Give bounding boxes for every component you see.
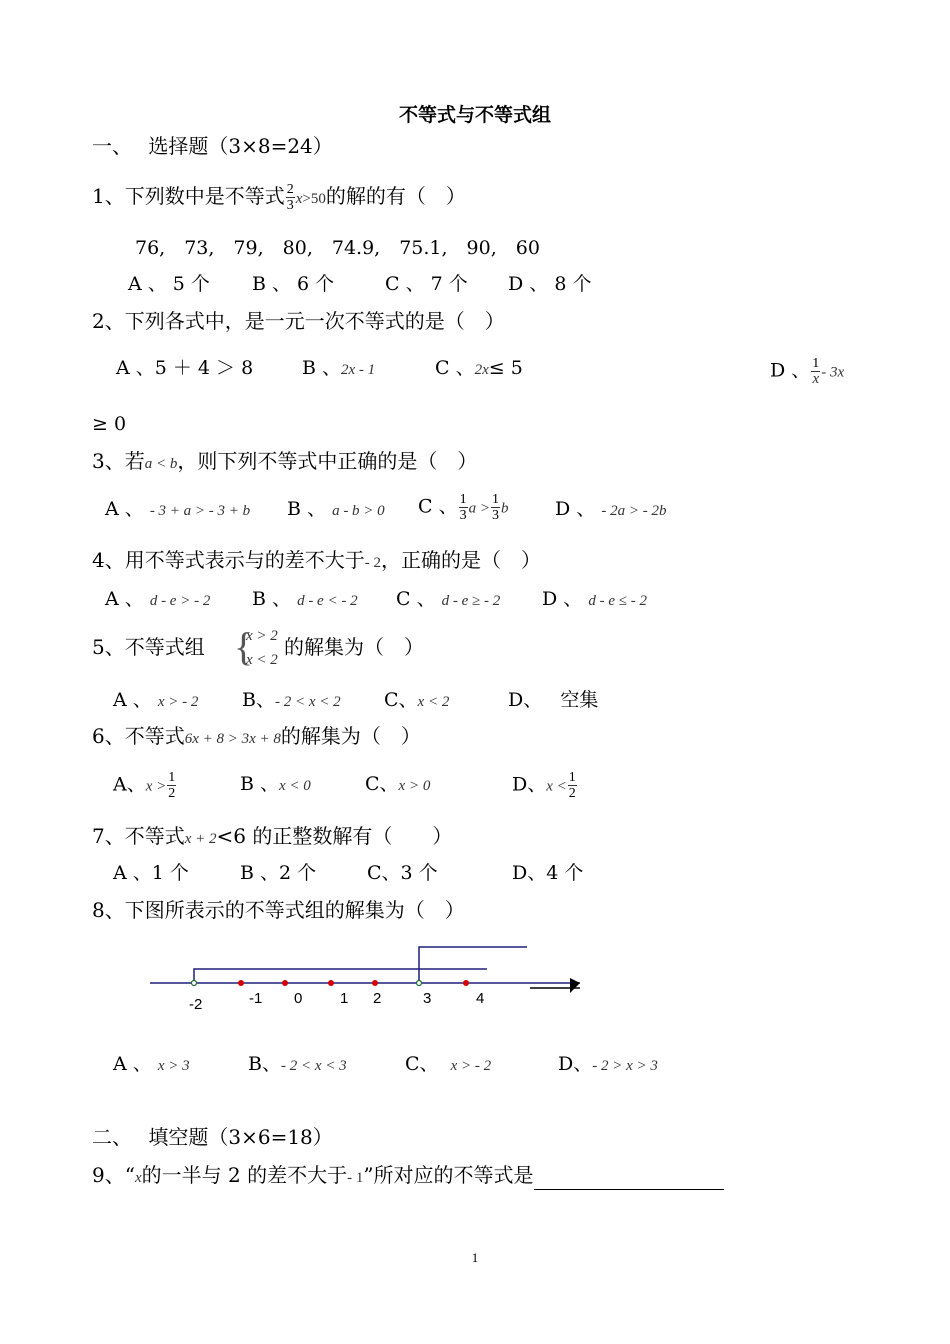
- q2-d-label: D 、: [770, 359, 811, 382]
- tick-label-2: 2: [373, 990, 382, 1007]
- q3-d-label: D 、: [555, 498, 596, 520]
- number-line-arrowhead: [570, 978, 580, 993]
- q5-a-expr: x > - 2: [157, 694, 199, 710]
- q3-cond: a < b: [144, 456, 178, 472]
- q2-option-c: [435, 356, 523, 382]
- q6-a-den: 2: [168, 786, 176, 801]
- q6-c-expr: x > 0: [398, 778, 431, 794]
- q1-option-c: C 、 7 个: [385, 273, 468, 295]
- solution-bracket-greater-than-3: [419, 947, 527, 983]
- q4-b-expr: d - e < - 2: [297, 593, 358, 609]
- q9-suffix: ”所对应的不等式是: [363, 1163, 534, 1187]
- q6-d-den: 2: [568, 786, 576, 801]
- q3-b-expr: a - b > 0: [332, 503, 385, 519]
- q6-a-expr: x >: [145, 778, 167, 795]
- q8-c-label: C、: [405, 1053, 439, 1075]
- q1-frac-den: 3: [286, 198, 294, 213]
- q9-prefix: 9、“: [92, 1163, 135, 1187]
- question-3-stem: [92, 449, 477, 476]
- q8-c-expr: x > - 2: [450, 1058, 492, 1074]
- q3-option-c: [418, 492, 508, 523]
- q8-b-label: B、: [248, 1053, 281, 1075]
- q8-d-label: D、: [558, 1053, 593, 1075]
- question-7-stem: [92, 824, 452, 851]
- q2-d-fraction: [811, 356, 820, 387]
- tick-label-minus-1: -1: [249, 990, 263, 1007]
- q5-d-label: D、: [508, 689, 543, 711]
- number-line-figure: [0, 930, 950, 1020]
- q3-c-label: C 、: [418, 495, 458, 518]
- q4-prefix: 4、用不等式表示与的差不大于: [92, 548, 365, 572]
- q6-option-d: [512, 770, 578, 801]
- q4-val: - 2: [364, 555, 381, 571]
- q4-option-c: [396, 587, 500, 613]
- section-2-heading: 二、 填空题（3×6=18）: [92, 1125, 333, 1149]
- q5-b-expr: - 2 < x < 2: [274, 694, 341, 710]
- q2-c-expr: 2x: [474, 362, 489, 378]
- q6-a-label: A、: [113, 773, 146, 796]
- q8-option-c: [405, 1052, 491, 1078]
- q3-prefix: 3、若: [92, 449, 145, 473]
- q7-option-b: B 、2 个: [240, 862, 317, 884]
- q3-suffix: ，则下列不等式中正确的是（ ）: [177, 449, 478, 473]
- q5-option-a: [113, 688, 198, 714]
- q4-a-label: A 、: [105, 588, 144, 610]
- q9-val: - 1: [347, 1170, 364, 1186]
- q6-expr: 6x + 8 > 3x + 8: [184, 731, 281, 747]
- page-title: 不等式与不等式组: [398, 104, 551, 126]
- q5-brace: {: [234, 624, 254, 669]
- q3-c-frac2: [491, 492, 500, 523]
- q3-d-expr: - 2a > - 2b: [601, 503, 667, 519]
- q3-c-tail: b: [500, 500, 509, 517]
- q4-c-label: C 、: [396, 588, 436, 610]
- q4-suffix: ，正确的是（ ）: [380, 548, 541, 572]
- q2-c-label: C 、: [435, 357, 475, 379]
- q4-a-expr: d - e > - 2: [149, 593, 211, 609]
- q7-option-c: C、3 个: [367, 862, 438, 884]
- q2-option-a: A 、5 ＋ 4 ＞ 8: [116, 357, 254, 379]
- tick-label-3: 3: [423, 990, 432, 1007]
- q6-d-expr: x <: [546, 778, 567, 795]
- q2-b-expr: 2x - 1: [341, 362, 376, 378]
- q6-option-c: [365, 772, 430, 798]
- q2-c-tail: ≤ 5: [488, 357, 523, 379]
- question-6-stem: [92, 724, 421, 751]
- q2-option-d: [770, 356, 844, 387]
- q9-var: x: [134, 1170, 142, 1186]
- q9-mid: 的一半与 2 的差不大于: [141, 1163, 348, 1187]
- q8-b-expr: - 2 < x < 3: [280, 1058, 347, 1074]
- q1-prefix: 1、下列数中是不等式: [92, 184, 285, 208]
- q3-c-num: 1: [459, 492, 467, 507]
- point-2: [372, 980, 378, 986]
- q6-a-fraction: [167, 770, 176, 801]
- q6-a-num: 1: [168, 770, 176, 785]
- q5-option-b: [242, 688, 341, 714]
- q5-line1: x > 2: [246, 628, 278, 644]
- q7-prefix: 7、不等式: [92, 824, 185, 848]
- point-4: [463, 980, 469, 986]
- q2-b-label: B 、: [302, 357, 342, 379]
- q3-a-label: A 、: [105, 498, 144, 520]
- q3-c-mid: a >: [468, 500, 490, 517]
- q4-option-b: [252, 587, 358, 613]
- q3-c-frac1: [459, 492, 468, 523]
- q2-option-d-wrap: ≥ 0: [92, 413, 127, 435]
- q5-option-c: [384, 688, 449, 714]
- q6-b-expr: x < 0: [279, 778, 311, 794]
- q8-option-a: [113, 1052, 190, 1078]
- point-1: [328, 980, 334, 986]
- q8-a-label: A 、: [113, 1053, 152, 1075]
- page-number: 1: [471, 1250, 479, 1265]
- solution-bracket-greater-than-minus-2: [194, 969, 487, 983]
- q2-d-num: 1: [812, 356, 820, 371]
- question-8-stem: 8、下图所表示的不等式组的解集为（ ）: [92, 898, 465, 922]
- q9-answer-blank[interactable]: [534, 1169, 724, 1190]
- section-1-heading: 一、 选择题（3×8=24）: [92, 134, 333, 158]
- q4-c-expr: d - e ≥ - 2: [441, 593, 501, 609]
- q2-d-tail: - 3x: [821, 364, 845, 381]
- q5-line2: x < 2: [246, 652, 278, 668]
- q1-option-b: B 、 6 个: [252, 273, 335, 295]
- q1-suffix: 的解的有（ ）: [325, 184, 466, 208]
- q7-expr: x + 2: [184, 831, 217, 847]
- q6-c-label: C、: [365, 773, 399, 795]
- q6-d-label: D、: [512, 773, 547, 796]
- q1-var: x: [295, 191, 303, 207]
- q5-c-label: C、: [384, 689, 418, 711]
- q5-b-label: B、: [242, 689, 275, 711]
- q3-option-a: [105, 497, 250, 523]
- q3-c-num2: 1: [491, 492, 499, 507]
- q4-b-label: B 、: [252, 588, 292, 610]
- q5-suffix: 的解集为（ ）: [284, 635, 424, 659]
- q3-c-den: 3: [459, 508, 467, 523]
- question-4-stem: [92, 548, 541, 575]
- q3-option-d: [555, 497, 666, 523]
- q7-option-a: A 、1 个: [113, 862, 189, 884]
- tick-label-0: 0: [294, 990, 303, 1007]
- point-minus-1: [238, 980, 244, 986]
- q6-prefix: 6、不等式: [92, 724, 185, 748]
- q6-suffix: 的解集为（ ）: [280, 724, 421, 748]
- q1-frac-num: 2: [286, 182, 294, 197]
- tick-label-minus-2: -2: [189, 996, 203, 1013]
- q3-c-den2: 3: [491, 508, 499, 523]
- q4-option-a: [105, 587, 210, 613]
- q6-option-b: [240, 772, 311, 798]
- q1-rhs: >50: [302, 191, 326, 207]
- q8-option-d: [558, 1052, 658, 1078]
- q6-b-label: B 、: [240, 773, 280, 795]
- q8-d-expr: - 2 > x > 3: [592, 1058, 658, 1074]
- q1-fraction: [286, 182, 295, 213]
- q5-d-expr: 空集: [560, 689, 599, 711]
- question-2-stem: 2、下列各式中，是一元一次不等式的是（ ）: [92, 309, 505, 333]
- q4-d-label: D 、: [542, 588, 583, 610]
- q8-a-expr: x > 3: [157, 1058, 190, 1074]
- q1-option-a: A 、 5 个: [128, 273, 210, 295]
- q5-prefix: 5、不等式组: [92, 635, 205, 659]
- q5-option-d: [508, 688, 598, 712]
- q7-option-d: D、4 个: [512, 862, 584, 884]
- q4-option-d: [542, 587, 647, 613]
- point-0: [282, 980, 288, 986]
- q2-d-den: x: [812, 371, 820, 387]
- q3-b-label: B 、: [287, 498, 327, 520]
- q2-option-b: [302, 356, 375, 382]
- open-point-minus-2: [192, 981, 197, 986]
- q5-c-expr: x < 2: [417, 694, 450, 710]
- q7-tail: <6 的正整数解有（ ）: [216, 824, 453, 848]
- q6-option-a: [113, 770, 177, 801]
- q4-d-expr: d - e ≤ - 2: [588, 593, 647, 609]
- q6-d-fraction: [568, 770, 577, 801]
- tick-label-4: 4: [476, 990, 485, 1007]
- q5-a-label: A 、: [113, 689, 152, 711]
- q3-option-b: [287, 497, 385, 523]
- open-point-3: [417, 981, 422, 986]
- q1-option-d: D 、 8 个: [508, 273, 592, 295]
- tick-label-1: 1: [340, 990, 349, 1007]
- q3-a-expr: - 3 + a > - 3 + b: [149, 503, 251, 519]
- q6-d-num: 1: [568, 770, 576, 785]
- q1-values: 76, 73, 79, 80, 74.9, 75.1, 90, 60: [135, 237, 540, 259]
- question-1-stem: [92, 182, 466, 213]
- q8-option-b: [248, 1052, 347, 1078]
- question-9-stem: [92, 1163, 724, 1190]
